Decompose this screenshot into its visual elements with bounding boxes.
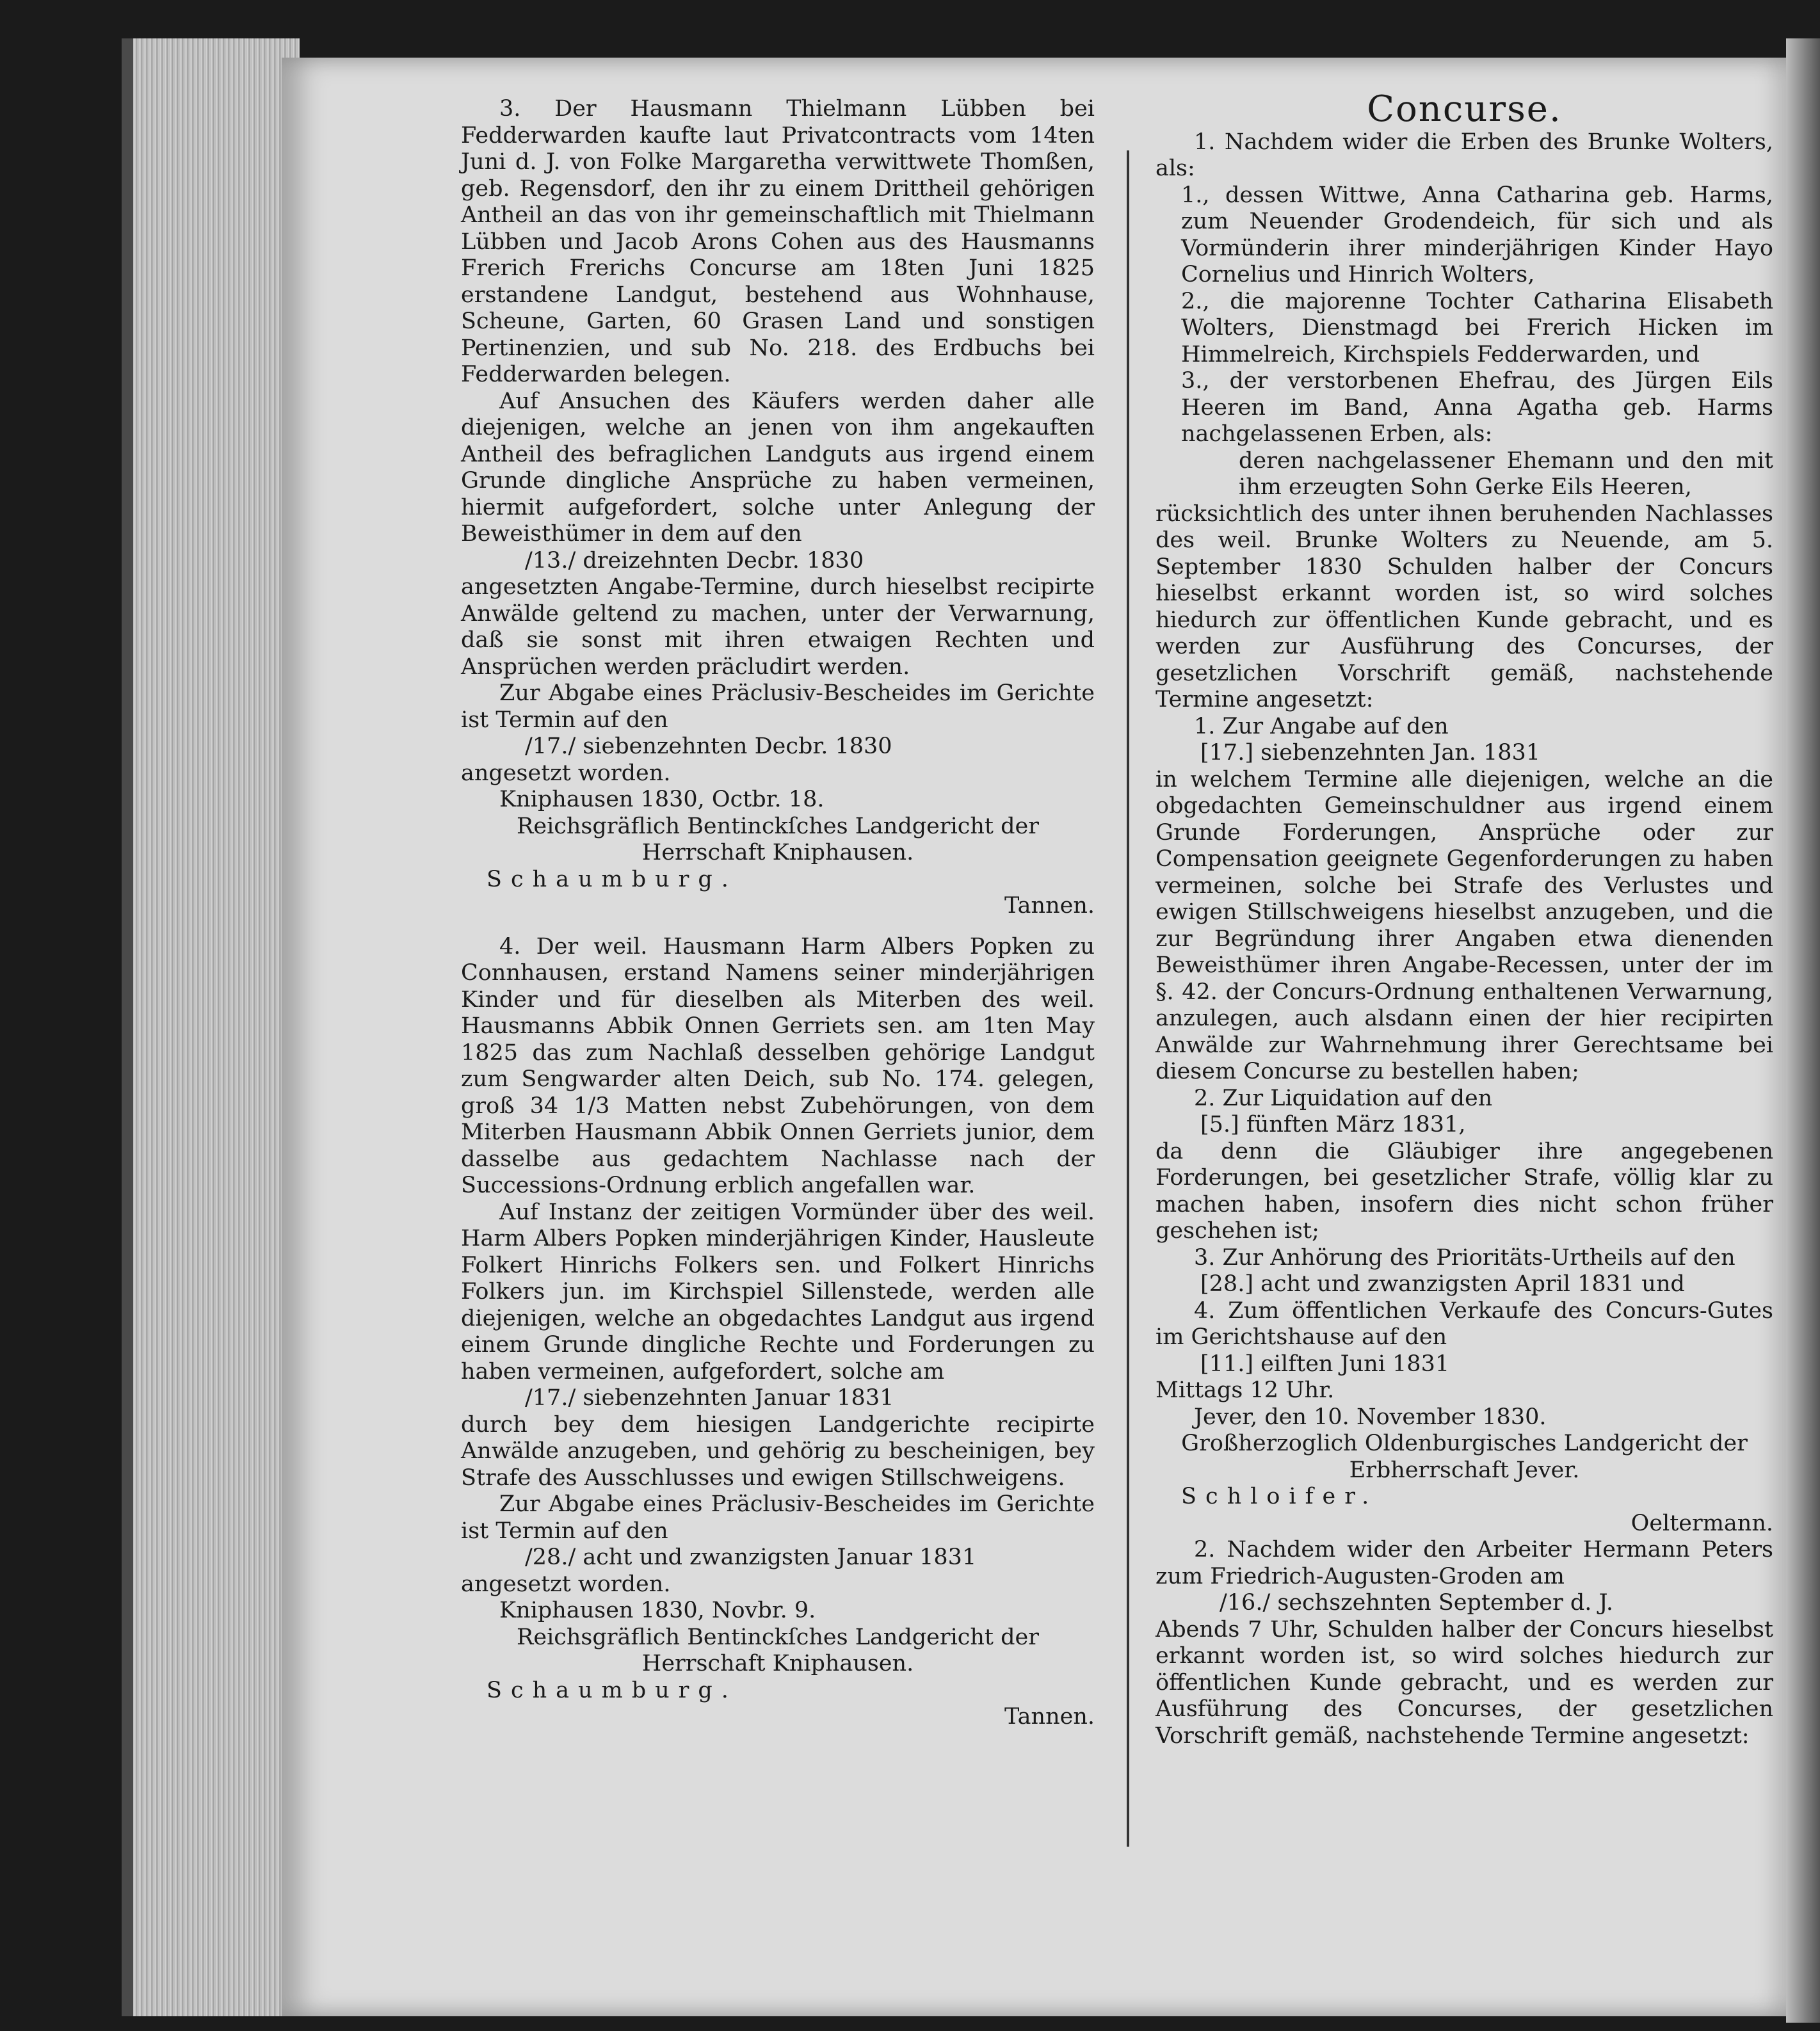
text-paragraph: 2. Zur Liquidation auf den [1194,1085,1493,1111]
section-heading: Concurse. [1367,88,1562,130]
text-paragraph: Großherzoglich Oldenburgisches Landgericht der Erbherrschaft Jever. [1181,1431,1748,1483]
text-paragraph: Zur Abgabe eines Präclusiv-Bescheides im Gerichte ist Termin auf den [461,680,1095,733]
text-paragraph: durch bey dem hiesigen Landgerichte recipirte Anwälde anzugeben, und gehörig zu bescheinigen, bey Strafe des Ausschlusses und ewigen Stillschweigens. [461,1411,1095,1491]
text-paragraph: /17./ siebenzehnten Decbr. 1830 [525,734,892,759]
text-paragraph: Kniphausen 1830, Novbr. 9. [499,1598,816,1623]
text-paragraph: angesetzt worden. [461,1571,671,1597]
text-paragraph: Schloifer. [1181,1484,1378,1509]
text-paragraph: Zur Abgabe eines Präclusiv-Bescheides im Gerichte ist Termin auf den [461,1491,1095,1544]
text-paragraph: 3. Zur Anhörung des Prioritäts-Urtheils auf den [1194,1244,1735,1271]
text-paragraph: 4. Der weil. Hausmann Harm Albers Popken zu Connhausen, erstand Namens seiner minderjährigen Kinder und für dieselben als Miterben des weil. Hausmanns Abbik Onnen Gerriets sen. am 1ten May 1825 das zum Nachlaß desselben gehörige Landgut zum Sengwarder alten Deich, sub No. 174. gelegen, groß 34 1/3 Matten nebst Zubehörungen, von dem Miterben Hausmann Abbik Onnen Gerriets junior, dem dasselbe aus gedachtem Nachlasse nach der Successions-Ordnung erblich angefallen war. [461,933,1095,1198]
right-column [1156,88,1773,1749]
text-paragraph: Tannen. [1004,1704,1095,1730]
text-paragraph: 1., dessen Wittwe, Anna Catharina geb. Harms, zum Neuender Grodendeich, für sich und als Vormünderin ihrer minderjährigen Kinder Hayo Cornelius und Hinrich Wolters, [1181,182,1773,287]
text-paragraph: angesetzten Angabe-Termine, durch hieselbst recipirte Anwälde geltend zu machen, unter der Verwarnung, daß sie sonst mit ihren etwaigen Rechten und Ansprüchen werden präcludirt werden. [461,574,1095,680]
text-paragraph: Auf Instanz der zeitigen Vormünder über des weil. Harm Albers Popken minderjährigen Kinder, Hausleute Folkert Hinrichs Folkers sen. und Folkert Hinrichs Folkers jun. im Kirchspiel Sillenstede, werden alle diejenigen, welche an obgedachtes Landgut aus irgend einem Grunde dingliche Rechte und Forderungen zu haben vermeinen, aufgefordert, solche am [461,1199,1095,1385]
left-column [461,96,1095,1731]
text-paragraph: /28./ acht und zwanzigsten Januar 1831 [525,1545,977,1570]
text-paragraph: 1. Zur Angabe auf den [1194,713,1449,739]
text-paragraph: [11.] eilften Juni 1831 [1200,1351,1450,1377]
text-paragraph: Abends 7 Uhr, Schulden halber der Concurs hieselbst erkannt worden ist, so wird solches hiedurch zur öffentlichen Kunde gebracht, und es werden zur Ausführung des Concurses, der gesetzlichen Vorschrift gemäß, nachstehende Termine angesetzt: [1156,1616,1773,1749]
text-paragraph: Schaumburg. [487,1677,737,1703]
column-divider [1127,150,1129,1847]
text-paragraph: Reichsgräflich Bentinckſches Landgericht der Herrschaft Kniphausen. [517,1624,1039,1676]
text-paragraph: 1. Nachdem wider die Erben des Brunke Wolters, als: [1156,129,1773,181]
facing-page-edge [1786,38,1820,2023]
text-paragraph: 4. Zum öffentlichen Verkaufe des Concurs-Gutes im Gerichtshause auf den [1156,1297,1773,1350]
text-paragraph: 2., die majorenne Tochter Catharina Elisabeth Wolters, Dienstmagd bei Frerich Hicken im Himmelreich, Kirchspiels Fedderwarden, und [1181,288,1773,367]
text-paragraph: [28.] acht und zwanzigsten April 1831 und [1200,1271,1685,1297]
text-paragraph: Mittags 12 Uhr. [1156,1377,1335,1403]
text-paragraph: Kniphausen 1830, Octbr. 18. [499,787,825,812]
text-paragraph [461,920,1095,934]
text-paragraph: [5.] fünften März 1831, [1200,1112,1466,1137]
text-paragraph: Auf Ansuchen des Käufers werden daher alle diejenigen, welche an jenen von ihm angekauften Antheil des befraglichen Landguts aus irgend einem Grunde dingliche Ansprüche zu haben vermeinen, hiermit aufgefordert, solche unter Anlegung der Beweisthümer in dem auf den [461,388,1095,547]
text-paragraph: rücksichtlich des unter ihnen beruhenden Nachlasses des weil. Brunke Wolters zu Neuende, am 5. September 1830 Schulden halber der Concurs hieselbst erkannt worden ist, so wird solches hiedurch zur öffentlichen Kunde gebracht, und es werden zur Ausführung des Concurses, der gesetzlichen Vorschrift gemäß, nachstehende Termine angesetzt: [1156,501,1773,712]
text-paragraph: Oeltermann. [1631,1510,1773,1536]
text-paragraph: 3., der verstorbenen Ehefrau, des Jürgen Eils Heeren im Band, Anna Agatha geb. Harms nachgelassenen Erben, als: [1181,368,1773,447]
book-page-edge [122,38,300,2016]
text-paragraph: Tannen. [1004,893,1095,919]
text-paragraph: da denn die Gläubiger ihre angegebenen Forderungen, bei gesetzlicher Strafe, völlig klar zu machen haben, insofern dies nicht schon früher geschehen ist; [1156,1138,1773,1244]
text-paragraph: Reichsgräflich Bentinckſches Landgericht der Herrschaft Kniphausen. [517,813,1039,865]
text-paragraph: /16./ sechszehnten September d. J. [1220,1590,1613,1616]
text-paragraph: Schaumburg. [487,866,737,892]
text-paragraph: deren nachgelassener Ehemann und den mit ihm erzeugten Sohn Gerke Eils Heeren, [1239,447,1773,500]
text-paragraph: 3. Der Hausmann Thielmann Lübben bei Fedderwarden kaufte laut Privatcontracts vom 14ten Juni d. J. von Folke Margaretha verwittwete Thomßen, geb. Regensdorf, den ihr zu einem Drittheil gehörigen Antheil an das von ihr gemeinschaftlich mit Thielmann Lübben und Jacob Arons Cohen aus des Hausmanns Frerich Frerichs Concurse am 18ten Juni 1825 erstandene Landgut, bestehend aus Wohnhause, Scheune, Garten, 60 Grasen Land und sonstigen Pertinenzien, und sub No. 218. des Erdbuchs bei Fedderwarden belegen. [461,96,1095,387]
text-paragraph: Jever, den 10. November 1830. [1194,1404,1547,1430]
text-paragraph: in welchem Termine alle diejenigen, welche an die obgedachten Gemeinschuldner aus irgend einem Grunde Forderungen, Ansprüche oder zur Compensation geeignete Gegenforderungen zu haben vermeinen, solche bei Strafe des Verlustes und ewigen Stillschweigens hieselbst anzugeben, und die zur Begründung ihrer Angaben etwa dienenden Beweisthümer ihren Angabe-Recessen, unter der im §. 42. der Concurs-Ordnung enthaltenen Verwarnung, anzulegen, auch alsdann einen der hier recipirten Anwälde zur Wahrnehmung ihrer Gerechtsame bei diesem Concurse zu bestellen haben; [1156,766,1773,1084]
text-paragraph: 2. Nachdem wider den Arbeiter Hermann Peters zum Friedrich-Augusten-Groden am [1156,1537,1773,1589]
text-paragraph: angesetzt worden. [461,760,671,786]
text-paragraph: /17./ siebenzehnten Januar 1831 [525,1385,894,1411]
text-paragraph: /13./ dreizehnten Decbr. 1830 [525,547,864,574]
text-paragraph: [17.] siebenzehnten Jan. 1831 [1200,740,1541,766]
